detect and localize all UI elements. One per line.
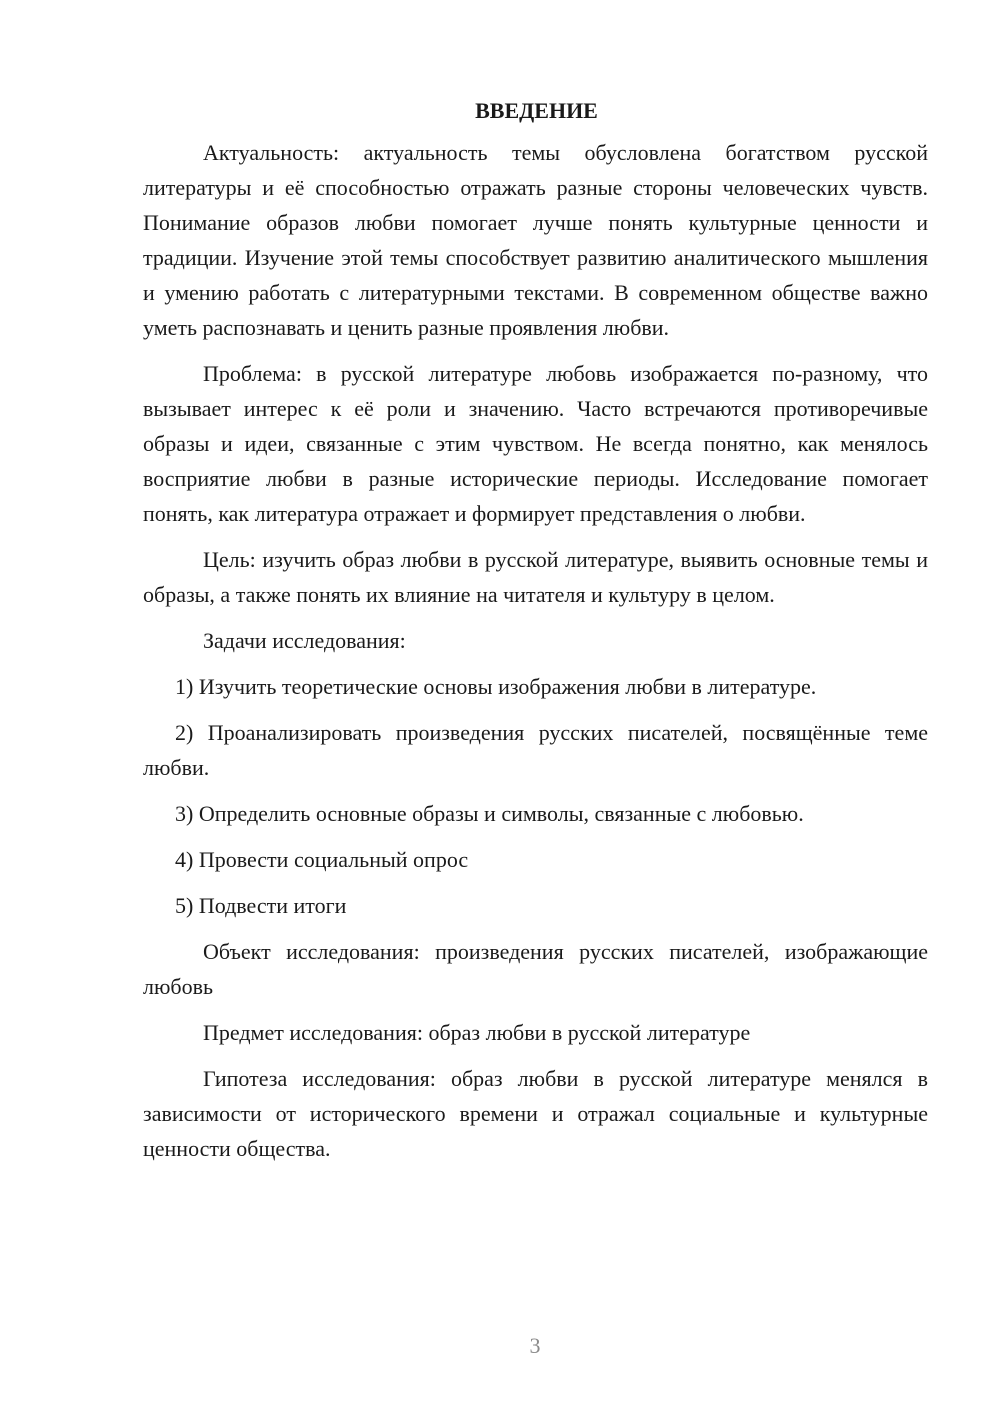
paragraph-problem: Проблема: в русской литературе любовь изображается по-разному, что вызывает интерес к её роли и значению. Часто встречаются противоречивые образы и идеи, связанные с этим чувством. Не всегда понятно, как менялось восприятие любви в разные исторические периоды. Исследование помогает понять, как литература отражает и формирует представления о любви. bbox=[143, 361, 928, 526]
task-item-4: 4) Провести социальный опрос bbox=[175, 847, 469, 872]
tasks-heading: Задачи исследования: bbox=[203, 628, 406, 653]
page-content bbox=[143, 96, 928, 1177]
task-item-1: 1) Изучить теоретические основы изображения любви в литературе. bbox=[175, 674, 817, 699]
task-item-2: 2) Проанализировать произведения русских писателей, посвящённые теме любви. bbox=[143, 720, 928, 780]
task-item-5: 5) Подвести итоги bbox=[175, 893, 347, 918]
paragraph-hypothesis: Гипотеза исследования: образ любви в русской литературе менялся в зависимости от исторического времени и отражал социальные и культурные ценности общества. bbox=[143, 1066, 928, 1161]
paragraph-subject: Предмет исследования: образ любви в русской литературе bbox=[203, 1020, 751, 1045]
page-title: ВВЕДЕНИЕ bbox=[475, 98, 598, 123]
page-number: 3 bbox=[529, 1333, 541, 1358]
paragraph-object: Объект исследования: произведения русских писателей, изображающие любовь bbox=[143, 939, 928, 999]
task-item-3: 3) Определить основные образы и символы, связанные с любовью. bbox=[175, 801, 804, 826]
paragraph-relevance: Актуальность: актуальность темы обусловлена богатством русской литературы и её способностью отражать разные стороны человеческих чувств. Понимание образов любви помогает лучше понять культурные ценности и традиции. Изучение этой темы способствует развитию аналитического мышления и умению работать с литературными текстами. В современном обществе важно уметь распознавать и ценить разные проявления любви. bbox=[143, 140, 928, 340]
paragraph-goal: Цель: изучить образ любви в русской литературе, выявить основные темы и образы, а также понять их влияние на читателя и культуру в целом. bbox=[143, 547, 928, 607]
